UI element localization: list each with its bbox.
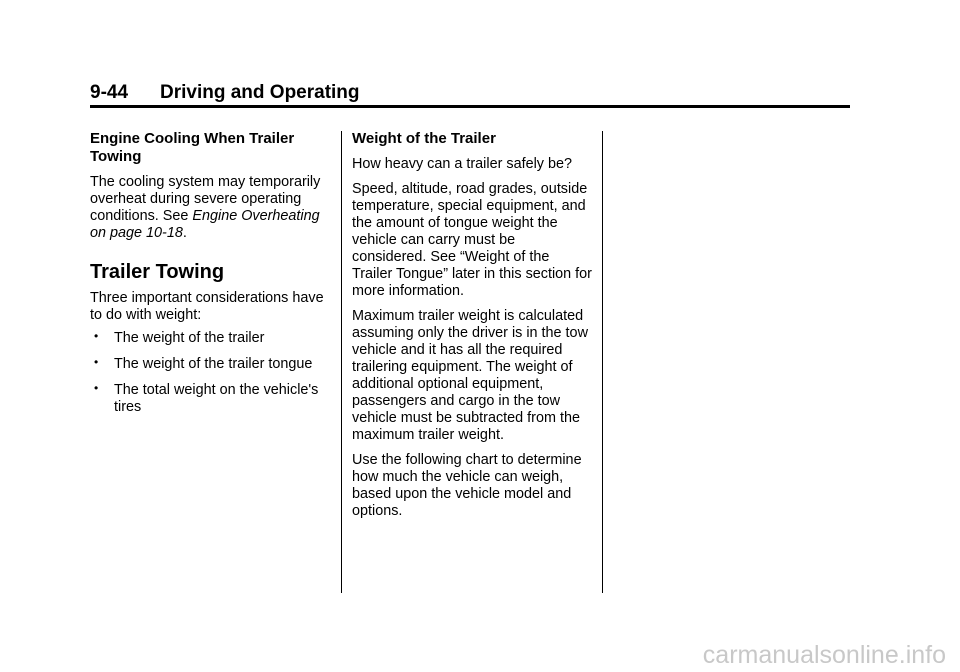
column-2 bbox=[352, 128, 592, 528]
engine-cooling-heading: Engine Cooling When Trailer Towing bbox=[90, 130, 295, 165]
weight-considerations-list bbox=[90, 330, 330, 416]
trailer-towing-intro: Three important considerations have to do with weight: bbox=[90, 290, 324, 323]
list-item bbox=[90, 330, 330, 347]
list-item bbox=[90, 356, 330, 373]
section-title: Driving and Operating bbox=[160, 82, 360, 103]
paragraph: Use the following chart to determine how much the vehicle can weigh, based upon the vehicle model and options. bbox=[352, 452, 582, 519]
bullet-icon: • bbox=[94, 381, 99, 395]
column-divider bbox=[341, 131, 342, 593]
engine-cooling-paragraph bbox=[90, 174, 330, 242]
bullet-icon: • bbox=[94, 329, 99, 343]
paragraph: Maximum trailer weight is calculated assuming only the driver is in the tow vehicle and it has all the required trailering equipment. The weight of additional optional equipment, passengers and cargo in the tow vehicle must be subtracted from the maximum trailer weight. bbox=[352, 308, 588, 443]
watermark: carmanualsonline.info bbox=[702, 641, 946, 669]
list-item bbox=[90, 382, 330, 416]
list-item-text: The weight of the trailer bbox=[114, 330, 265, 346]
column-1 bbox=[90, 128, 330, 425]
paragraph: How heavy can a trailer safely be? bbox=[352, 156, 572, 172]
list-item-text: The weight of the trailer tongue bbox=[114, 356, 313, 372]
weight-of-trailer-heading: Weight of the Trailer bbox=[352, 130, 496, 147]
bullet-icon: • bbox=[94, 355, 99, 369]
engine-cooling-period: . bbox=[182, 225, 187, 241]
column-divider bbox=[602, 131, 603, 593]
trailer-towing-heading: Trailer Towing bbox=[90, 261, 225, 283]
page-number: 9-44 bbox=[90, 82, 129, 103]
page-header bbox=[90, 80, 850, 108]
header-rule bbox=[90, 105, 850, 108]
paragraph: Speed, altitude, road grades, outside temperature, special equipment, and the amount of tongue weight the vehicle can carry must be considered. See “Weight of the Trailer Tongue” later in this section for more information. bbox=[352, 181, 592, 299]
engine-overheating-link[interactable]: Engine Overheating on page 10-18 bbox=[90, 208, 320, 241]
engine-cooling-text: The cooling system may temporarily overheat during severe operating conditions. See bbox=[90, 174, 321, 224]
list-item-text: The total weight on the vehicle's tires bbox=[114, 382, 319, 415]
